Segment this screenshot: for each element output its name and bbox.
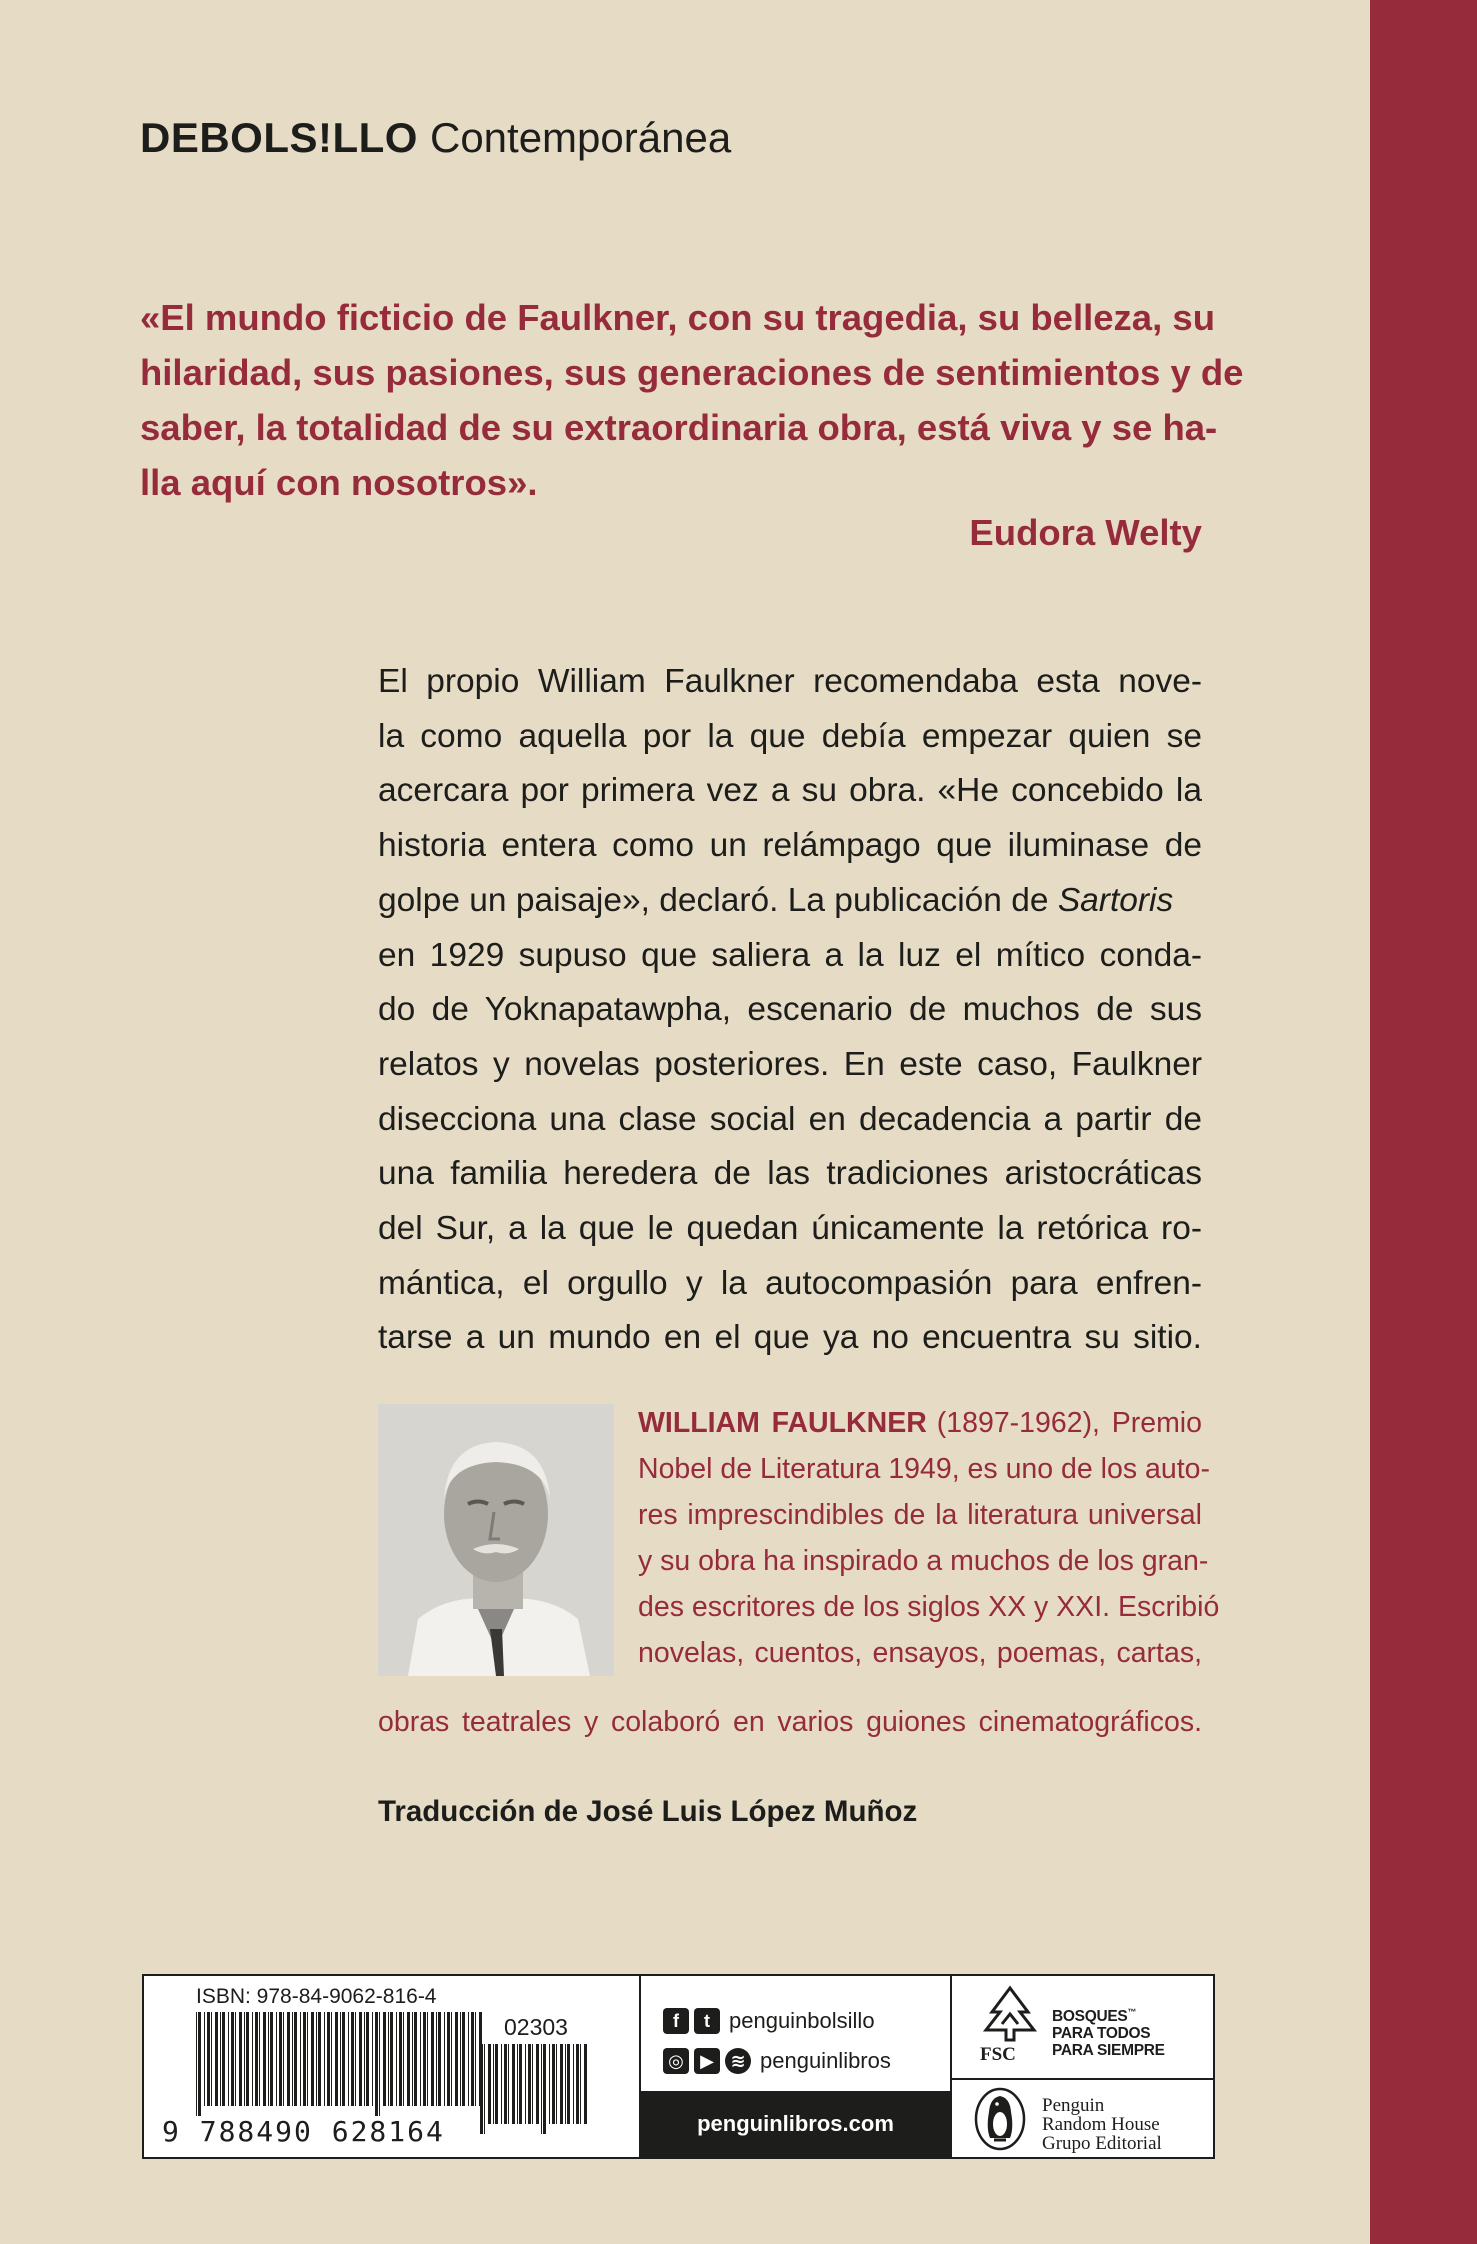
barcode-bar	[576, 2044, 579, 2124]
barcode-bar	[403, 2012, 404, 2106]
barcode-bar	[462, 2012, 465, 2106]
barcode-bar	[255, 2012, 258, 2106]
blurb-quote	[140, 290, 1244, 510]
barcode-bar	[493, 2044, 494, 2124]
barcode-bar	[228, 2012, 229, 2106]
fsc-tree-icon	[978, 1984, 1042, 2044]
bio-line: y su obra ha inspirado a muchos de los gran-	[638, 1545, 1209, 1577]
certification-section	[952, 1976, 1213, 2157]
barcode-bar	[268, 2012, 269, 2106]
fsc-label: FSC	[980, 2044, 1016, 2065]
barcode-bar	[311, 2012, 314, 2106]
barcode-bar	[303, 2012, 306, 2106]
barcode-bar	[525, 2044, 526, 2124]
barcode-bar	[399, 2012, 402, 2106]
barcode-bar	[222, 2012, 225, 2106]
barcode-bar	[300, 2012, 301, 2106]
barcode-bar	[565, 2044, 566, 2124]
barcode-bar	[495, 2044, 498, 2124]
synopsis-line: del Sur, a la que le quedan únicamente la retórica ro-	[378, 1210, 1202, 1248]
barcode-bar	[239, 2012, 242, 2106]
barcode-bar	[327, 2012, 330, 2106]
penguin-logo-icon	[970, 2086, 1030, 2152]
bio-line: Nobel de Literatura 1949, es uno de los auto-	[638, 1453, 1210, 1485]
barcode-bar	[215, 2012, 218, 2106]
collection-series: Contemporánea	[429, 114, 732, 161]
quote-line: hilaridad, sus pasiones, sus generaciones de sentimientos y de	[140, 352, 1244, 393]
social-handle: penguinlibros	[760, 2048, 891, 2073]
barcode-bar	[331, 2012, 332, 2106]
spine-band	[1370, 0, 1477, 2244]
synopsis-line: golpe un paisaje», declaró. La publicación de	[378, 881, 1058, 919]
barcode-bar	[359, 2012, 362, 2106]
quote-line: «El mundo ficticio de Faulkner, con su tragedia, su belleza, su	[140, 297, 1215, 338]
barcode-bar	[335, 2012, 338, 2106]
quote-line: lla aquí con nosotros».	[140, 462, 538, 503]
barcode-digits: 9 788490 628164	[162, 2115, 445, 2148]
barcode-bar	[517, 2044, 518, 2124]
barcode-bar	[584, 2044, 587, 2124]
author-photo	[378, 1404, 614, 1676]
synopsis	[378, 655, 1202, 1366]
barcode-bar	[468, 2012, 469, 2106]
barcode-bar	[211, 2012, 212, 2106]
barcode-bar	[276, 2012, 277, 2106]
barcode-bar	[528, 2044, 531, 2124]
twitter-icon: t	[694, 2008, 720, 2034]
isbn-number: ISBN: 978-84-9062-816-4	[196, 1985, 437, 2008]
barcode-bar	[541, 2044, 542, 2134]
barcode-bar	[318, 2012, 321, 2106]
barcode-bar	[407, 2012, 410, 2106]
author-name: WILLIAM FAULKNER	[638, 1407, 927, 1439]
barcode-bar	[460, 2012, 461, 2106]
barcode-bar	[427, 2012, 428, 2106]
price-code: 02303	[504, 2014, 568, 2040]
book-title: Sartoris	[1057, 881, 1174, 919]
trademark: ™	[1127, 2007, 1137, 2017]
synopsis-line: mántica, el orgullo y la autocompasión para enfren-	[378, 1264, 1202, 1302]
bio-text: (1897-1962), Premio	[936, 1407, 1202, 1439]
fsc-line: PARA SIEMPRE	[1052, 2042, 1165, 2060]
website-link: penguinlibros.com	[641, 2091, 950, 2157]
barcode-bar	[423, 2012, 426, 2106]
barcode-bar	[396, 2012, 397, 2106]
barcode-bar	[508, 2044, 509, 2124]
synopsis-line: do de Yoknapatawpha, escenario de muchos de sus	[378, 991, 1202, 1029]
barcode-bar	[488, 2044, 491, 2124]
author-portrait-image	[378, 1404, 614, 1676]
barcode-bar	[412, 2012, 413, 2106]
synopsis-line: en 1929 supuso que saliera a la luz el mítico conda-	[378, 936, 1202, 974]
barcode-bar	[244, 2012, 245, 2106]
bio-line: novelas, cuentos, ensayos, poemas, cartas,	[638, 1637, 1202, 1669]
barcode-bar	[279, 2012, 282, 2106]
spotify-icon: ≋	[725, 2048, 751, 2074]
barcode-bar	[198, 2012, 201, 2116]
barcode-bar	[375, 2012, 378, 2116]
barcode-bar	[204, 2012, 205, 2106]
barcode-bar	[294, 2012, 297, 2106]
barcode-bar	[231, 2012, 234, 2106]
barcode-bar	[366, 2012, 369, 2106]
social-row-2	[663, 2046, 891, 2076]
social-handle: penguinbolsillo	[729, 2008, 875, 2033]
synopsis-line: tarse a un mundo en el que ya no encuentra su sitio.	[378, 1319, 1202, 1357]
barcode-bar	[388, 2012, 389, 2106]
barcode-bar	[475, 2012, 476, 2106]
barcode-bar	[342, 2012, 345, 2106]
barcode-bar	[484, 2044, 485, 2134]
barcode-bar	[414, 2012, 417, 2106]
barcode-bar	[324, 2012, 325, 2106]
barcode-bar	[196, 2012, 197, 2116]
synopsis-line: historia entera como un relámpago que iluminase de	[378, 827, 1202, 865]
barcode-bar	[287, 2012, 290, 2106]
synopsis-line: la como aquella por la que debía empezar quien se	[378, 717, 1202, 755]
barcode-bar	[355, 2012, 356, 2106]
bio-line	[638, 1400, 1202, 1446]
barcode-bar	[252, 2012, 253, 2106]
barcode-bar	[235, 2012, 236, 2106]
facebook-icon: f	[663, 2008, 689, 2034]
barcode-bar	[447, 2012, 450, 2106]
barcode-bar	[348, 2012, 349, 2106]
barcode-bar	[444, 2012, 445, 2106]
synopsis-line: El propio William Faulkner recomendaba esta nove-	[378, 663, 1202, 700]
isbn-section	[144, 1976, 641, 2157]
ean-barcode	[196, 2012, 486, 2116]
translation-credit: Traducción de José Luis López Muñoz	[378, 1795, 918, 1828]
barcode-bar	[420, 2012, 421, 2106]
barcode-bar	[220, 2012, 221, 2106]
publisher-line: Grupo Editorial	[1042, 2133, 1162, 2154]
barcode-bar	[372, 2012, 373, 2106]
barcode-bar	[379, 2012, 380, 2116]
barcode-bar	[512, 2044, 515, 2124]
social-section	[641, 1976, 952, 2157]
publisher-name	[1042, 2096, 1162, 2153]
barcode-bar	[292, 2012, 293, 2106]
barcode-bar	[390, 2012, 393, 2106]
barcode-bar	[270, 2012, 273, 2106]
barcode-bar	[451, 2012, 452, 2106]
synopsis-line: acercara por primera vez a su obra. «He concebido la	[378, 772, 1202, 810]
publisher-line: Random House	[1042, 2114, 1160, 2135]
barcode-bar	[207, 2012, 210, 2106]
barcode-bar	[543, 2044, 546, 2134]
synopsis-line: relatos y novelas posteriores. En este caso, Faulkner	[378, 1045, 1202, 1083]
author-bio	[638, 1400, 1220, 1676]
barcode-bar	[580, 2044, 581, 2124]
youtube-icon: ▶	[694, 2048, 720, 2074]
bio-line: obras teatrales y colaboró en varios guiones cinematográficos.	[378, 1706, 1202, 1738]
barcode-bar	[259, 2012, 260, 2106]
quote-line: saber, la totalidad de su extraordinaria obra, está viva y se ha-	[140, 407, 1218, 448]
synopsis-line: disecciona una clase social en decadencia a partir de	[378, 1100, 1202, 1138]
quote-author: Eudora Welty	[969, 512, 1202, 553]
barcode-bar	[552, 2044, 555, 2124]
barcode-bar	[519, 2044, 522, 2124]
synopsis-line-with-title	[378, 874, 1202, 929]
social-row-1	[663, 2006, 875, 2036]
instagram-icon: ◎	[663, 2048, 689, 2074]
barcode-bar	[536, 2044, 539, 2124]
barcode-bar	[246, 2012, 249, 2106]
barcode-bar	[501, 2044, 502, 2124]
barcode-bar	[351, 2012, 354, 2106]
barcode-bar	[383, 2012, 386, 2106]
barcode-bar	[436, 2012, 437, 2106]
addon-barcode	[480, 2044, 590, 2144]
barcode-box	[142, 1974, 1215, 2159]
bio-line: res imprescindibles de la literatura universal	[638, 1499, 1202, 1531]
fsc-certification	[952, 1976, 1213, 2080]
barcode-bar	[480, 2044, 483, 2134]
barcode-bar	[364, 2012, 365, 2106]
bio-line: des escritores de los siglos XX y XXI. Escribió	[638, 1591, 1220, 1623]
barcode-bar	[567, 2044, 570, 2124]
barcode-bar	[263, 2012, 266, 2106]
barcode-bar	[573, 2044, 574, 2124]
barcode-bar	[560, 2044, 563, 2124]
fsc-slogan	[1052, 2004, 1165, 2059]
barcode-bar	[471, 2012, 474, 2106]
barcode-bar	[316, 2012, 317, 2106]
barcode-bar	[532, 2044, 533, 2124]
barcode-bar	[504, 2044, 507, 2124]
barcode-bar	[340, 2012, 341, 2106]
barcode-bar	[438, 2012, 441, 2106]
barcode-bar	[549, 2044, 550, 2124]
barcode-bar	[307, 2012, 308, 2106]
barcode-bar	[283, 2012, 284, 2106]
publisher-line: Penguin	[1042, 2095, 1105, 2116]
barcode-bar	[455, 2012, 458, 2106]
synopsis-line: una familia heredera de las tradiciones aristocráticas	[378, 1155, 1202, 1193]
fsc-line: BOSQUES	[1052, 2008, 1128, 2026]
barcode-bar	[431, 2012, 434, 2106]
collection-logo	[140, 108, 731, 168]
fsc-line: PARA TODOS	[1052, 2025, 1151, 2043]
barcode-bar	[556, 2044, 557, 2124]
publisher-brand: DEBOLS!LLO	[140, 114, 418, 161]
